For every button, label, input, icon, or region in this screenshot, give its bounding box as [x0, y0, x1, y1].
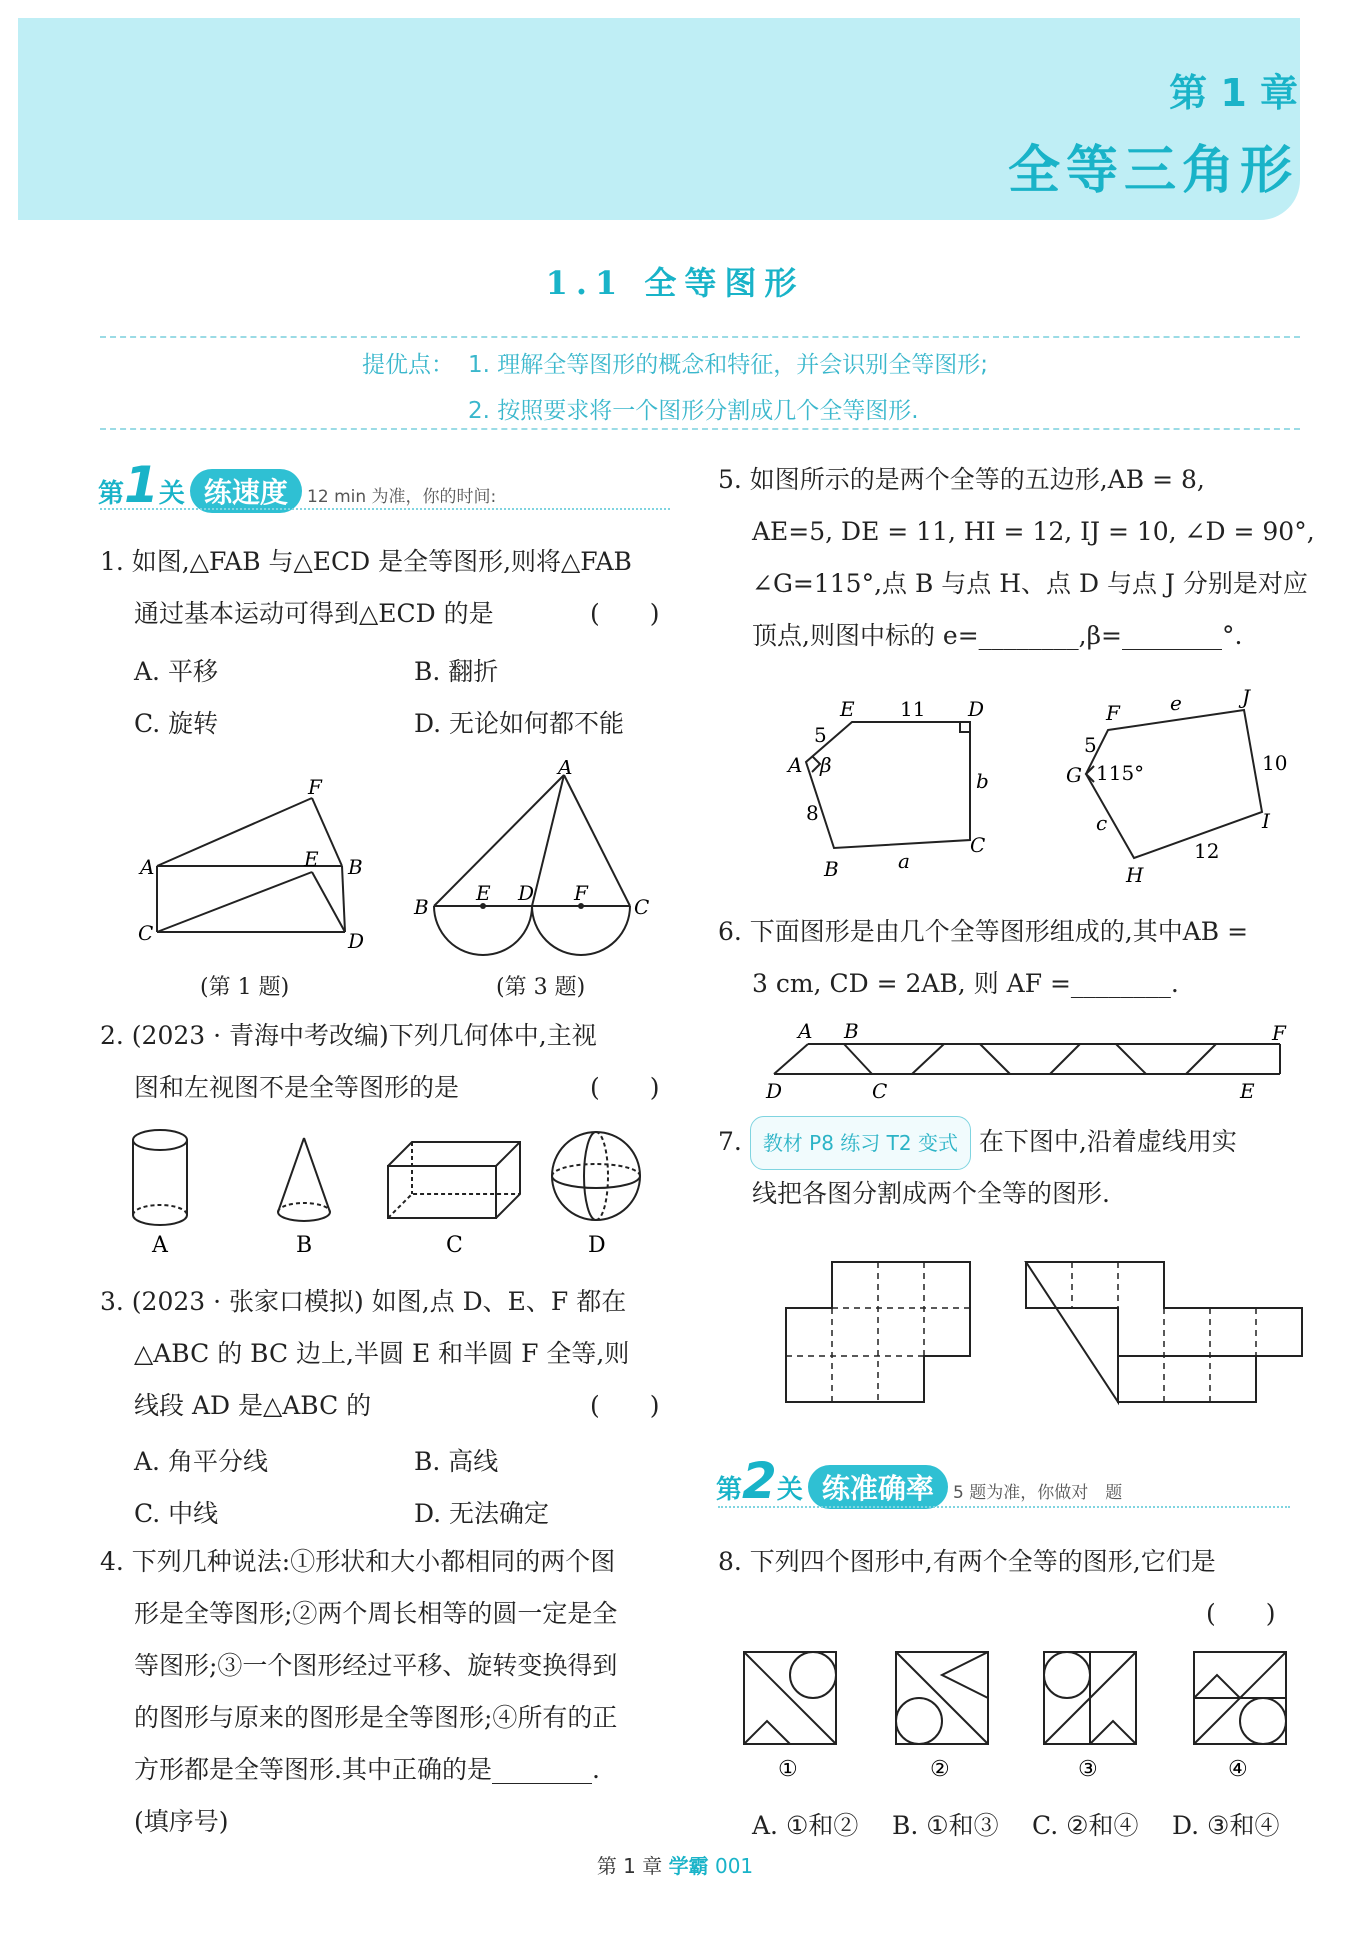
q6-line2: 3 cm, CD = 2AB, 则 AF =________.: [752, 969, 1179, 998]
q8-option-d[interactable]: D. ③和④: [1172, 1811, 1280, 1840]
q3-option-b[interactable]: B. 高线: [414, 1447, 499, 1476]
q4-line5: 方形都是全等图形.其中正确的是________.: [134, 1755, 600, 1784]
chapter-title: 全等三角形: [1007, 141, 1298, 201]
q3-line2: △ABC 的 BC 边上,半圆 E 和半圆 F 全等,则: [134, 1339, 630, 1368]
q5-line4: 顶点,则图中标的 e=________,β=________°.: [752, 621, 1243, 650]
q5l-label-a: A: [788, 753, 803, 777]
q6-figure: [760, 1014, 1300, 1114]
level-1-badge: 练速度: [190, 469, 302, 513]
divider: [718, 1506, 1290, 1508]
q8-figures: [730, 1648, 1300, 1788]
level-2-note: 5 题为准，你做对 题: [953, 1483, 1123, 1503]
q8-fig-2-label: ②: [930, 1757, 950, 1782]
q2-option-c: C: [446, 1233, 463, 1258]
q5l-label-b: B: [824, 857, 839, 881]
q8-fig-3-label: ③: [1078, 1757, 1098, 1782]
q8-option-a[interactable]: A. ①和②: [752, 1811, 859, 1840]
q7-figures: [780, 1260, 1310, 1420]
q6-label-f: F: [1272, 1021, 1286, 1045]
q3-option-a[interactable]: A. 角平分线: [134, 1447, 268, 1476]
q3-figure: [412, 760, 652, 960]
q5-line2: AE=5, DE = 11, HI = 12, IJ = 10, ∠D = 90°,: [752, 517, 1315, 546]
divider: [100, 428, 1300, 430]
footer-brand: 学霸: [668, 1854, 709, 1878]
q5l-label-d: D: [968, 697, 985, 721]
footer-chapter: 第 1 章: [596, 1854, 663, 1878]
q5l-var-beta: β: [820, 753, 832, 777]
q8-fig-4-label: ④: [1228, 1757, 1248, 1782]
fig3-label-b: B: [414, 895, 429, 919]
q2-answer-paren: ( ): [590, 1073, 660, 1102]
fig3-label-a: A: [558, 760, 573, 779]
q4-line2: 形是全等图形;②两个周长相等的圆一定是全: [134, 1599, 618, 1628]
divider: [100, 336, 1300, 338]
q6-line1: 6. 下面图形是由几个全等图形组成的,其中AB =: [718, 917, 1249, 946]
q6-label-b: B: [844, 1019, 859, 1043]
q5l-num-11: 11: [900, 697, 926, 721]
q7-line1: 7. 教材 P8 练习 T2 变式 在下图中,沿着虚线用实: [718, 1116, 1237, 1170]
q8-line1: 8. 下列四个图形中,有两个全等的图形,它们是: [718, 1547, 1216, 1576]
q5-pentagon-right: [1050, 670, 1310, 890]
fig3-label-f: F: [574, 881, 588, 905]
q2-line1: 2. (2023 · 青海中考改编)下列几何体中,主视: [100, 1021, 597, 1050]
q3-line1: 3. (2023 · 张家口模拟) 如图,点 D、E、F 都在: [100, 1287, 627, 1316]
q2-line2: 图和左视图不是全等图形的是: [134, 1073, 460, 1102]
q3-answer-paren: ( ): [590, 1391, 660, 1420]
q4-line1: 4. 下列几种说法:①形状和大小都相同的两个图: [100, 1547, 616, 1576]
q1-line1: 1. 如图,△FAB 与△ECD 是全等图形,则将△FAB: [100, 547, 632, 576]
q5l-label-e: E: [840, 697, 855, 721]
key-point-1: 1. 理解全等图形的概念和特征，并会识别全等图形;: [468, 352, 989, 378]
q6-label-e: E: [1240, 1079, 1255, 1103]
q6-label-c: C: [872, 1079, 888, 1103]
q5r-label-f: F: [1106, 701, 1120, 725]
fig3-label-c: C: [634, 895, 650, 919]
q4-line4: 的图形与原来的图形是全等图形;④所有的正: [134, 1703, 618, 1732]
q5r-num-115: 115°: [1096, 761, 1145, 785]
q5l-num-5: 5: [814, 723, 827, 747]
q6-label-d: D: [766, 1079, 783, 1103]
q1-option-d[interactable]: D. 无论如何都不能: [414, 709, 625, 738]
q7-line2: 线把各图分割成两个全等的图形.: [752, 1179, 1110, 1208]
q8-option-b[interactable]: B. ①和③: [892, 1811, 999, 1840]
q4-line3: 等图形;③一个图形经过平移、旋转变换得到: [134, 1651, 618, 1680]
fig1-label-c: C: [138, 921, 154, 945]
level-1-note: 12 min 为准，你的时间:: [307, 487, 497, 507]
q5-line3: ∠G=115°,点 B 与点 H、点 D 与点 J 分别是对应: [752, 569, 1308, 598]
q1-option-c[interactable]: C. 旋转: [134, 709, 219, 738]
q5r-num-12: 12: [1194, 839, 1220, 863]
q8-option-c[interactable]: C. ②和④: [1032, 1811, 1139, 1840]
q5-pentagon-left: [770, 680, 1020, 890]
chapter-number: 第 1 章: [1169, 71, 1298, 115]
q8-answer-paren: ( ): [1206, 1599, 1276, 1628]
q5r-label-j: J: [1242, 685, 1251, 709]
q5l-var-a: a: [898, 849, 910, 873]
q3-figure-caption: (第 3 题): [496, 975, 586, 1000]
q1-option-a[interactable]: A. 平移: [134, 657, 218, 686]
divider: [100, 508, 670, 510]
level-1-header: 第1关 练速度 12 min 为准，你的时间:: [98, 456, 497, 514]
q7-source-tag: 教材 P8 练习 T2 变式: [750, 1116, 971, 1170]
fig1-label-b: B: [348, 855, 363, 879]
q5l-label-c: C: [970, 833, 986, 857]
q5l-var-b: b: [976, 769, 989, 793]
fig1-label-a: A: [140, 855, 155, 879]
q3-option-d[interactable]: D. 无法确定: [414, 1499, 550, 1528]
q5r-label-g: G: [1066, 763, 1082, 787]
q8-fig-1-label: ①: [778, 1757, 798, 1782]
q1-figure: [130, 770, 380, 960]
page-footer: [0, 1850, 1350, 1879]
fig1-label-d: D: [348, 929, 365, 953]
fig1-label-f: F: [308, 775, 322, 799]
q5r-num-10: 10: [1262, 751, 1288, 775]
q2-option-d: D: [588, 1233, 606, 1258]
q5r-var-e: e: [1170, 691, 1182, 715]
q6-label-a: A: [798, 1019, 813, 1043]
q5r-label-h: H: [1126, 863, 1144, 887]
q1-figure-caption: (第 1 题): [200, 975, 290, 1000]
q5r-label-i: I: [1262, 809, 1270, 833]
level-2-header: 第2关 练准确率 5 题为准，你做对 题: [716, 1452, 1123, 1510]
fig3-label-e: E: [476, 881, 491, 905]
key-point-2: 2. 按照要求将一个图形分割成几个全等图形.: [468, 398, 919, 424]
q5-line1: 5. 如图所示的是两个全等的五边形,AB = 8,: [718, 465, 1205, 494]
q5l-num-8: 8: [806, 801, 819, 825]
q3-option-c[interactable]: C. 中线: [134, 1499, 219, 1528]
q4-line6: (填序号): [134, 1807, 229, 1836]
q1-answer-paren: ( ): [590, 599, 660, 628]
q1-line2: 通过基本运动可得到△ECD 的是: [134, 599, 494, 628]
q5r-num-5: 5: [1084, 733, 1097, 757]
level-2-badge: 练准确率: [808, 1465, 948, 1509]
q2-option-b: B: [296, 1233, 313, 1258]
q2-solids: [120, 1120, 660, 1260]
footer-page-number: 001: [714, 1854, 754, 1878]
key-points-label: 提优点：: [362, 352, 454, 378]
q5r-var-c: c: [1096, 811, 1108, 835]
q1-option-b[interactable]: B. 翻折: [414, 657, 499, 686]
fig3-label-d: D: [518, 881, 535, 905]
fig1-label-e: E: [304, 847, 319, 871]
q3-line3: 线段 AD 是△ABC 的: [134, 1391, 372, 1420]
q2-option-a: A: [152, 1233, 168, 1258]
section-title: 1.1 全等图形: [545, 264, 805, 302]
